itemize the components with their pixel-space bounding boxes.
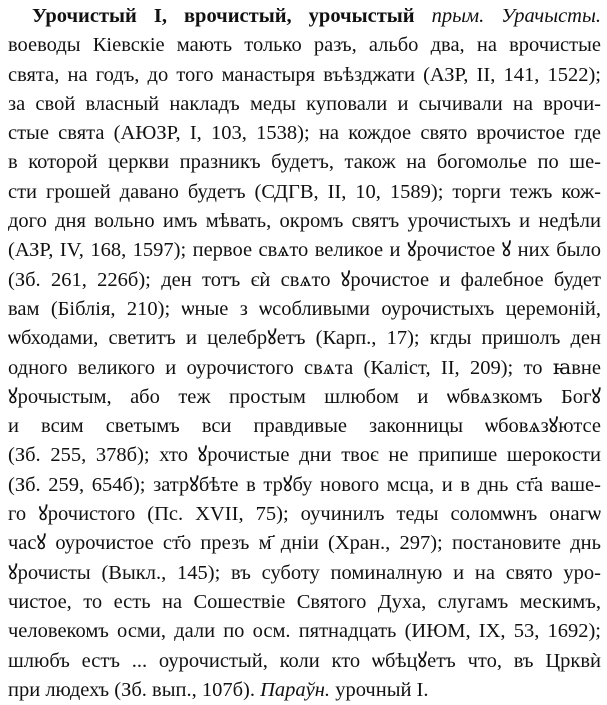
citation-line: воеводы Кіевскіе мають только разъ, альбо два, на врочистые — [8, 34, 601, 57]
citation-line: вам (Біблія, 210); ѡные з ѡсобливыми оурочистыхъ церемоній, — [8, 297, 601, 320]
citation-line: человекомъ осми, дали по осм. пятнадцать (ИЮМ, IX, 53, 1692); — [8, 620, 601, 643]
citation-line: шлюбъ естъ ... оурочистый, коли кто ѡбѣцꙋетъ что, въ Црквѝ — [8, 649, 601, 672]
citation-line: ѡбходами, светитъ и целебрꙋетъ (Карп., 17); кгды пришолъ ден — [8, 327, 601, 350]
belarusian-gloss: Урачысты. — [501, 5, 601, 27]
citation-line: (АЗР, IV, 168, 1597); первое свѧто великое и ꙋрочистое ꙋ них было — [8, 239, 601, 262]
citation-line: (Зб. 259, 654б); затрꙋбѣте в трꙋбу нового мсца, и в днь ст҃а ваше- — [8, 473, 601, 496]
citation-line: (Зб. 261, 226б); ден тотъ єѝ свѧто ꙋрочистое и фалебное будет — [8, 268, 601, 291]
citation-line: чистое, то есть на Сошествіе Святого Духа, слугамъ мескимъ, — [8, 590, 601, 613]
cross-reference-label: Параўн. — [260, 678, 331, 701]
citation-line: одного великого и оурочистого свѧта (Каліст, ІІ, 209); то ꙗвне — [8, 356, 601, 379]
citation-line: в которой церкви празникъ будетъ, також на богомолье по ше- — [8, 151, 601, 174]
citation-line: ꙋрочисты (Выкл., 145); въ суботу поминалную и на свято уро- — [8, 561, 601, 584]
final-citation: при людехъ (Зб. вып., 107б). — [8, 678, 255, 701]
citation-line: дого дня вольно имъ мѣвать, окромъ святъ урочистыхъ и недѣли — [8, 210, 601, 233]
citation-line: стые свята (АЮЗР, І, 103, 1538); на кождое свято врочистое где — [8, 122, 601, 145]
citation-line: (Зб. 255, 378б); хто ꙋрочистые дни твоє не припише шерокости — [8, 444, 601, 467]
citation-line: сти грошей давано будетъ (СДГВ, ІІ, 10, 1589); торги тежъ кож- — [8, 180, 601, 203]
citation-line: за свой власный накладъ меды куповали и сычивали на врочи- — [8, 92, 601, 115]
citation-line: и всим светымъ вси правдивые законницы ѡбовѧзꙋютсе — [8, 415, 601, 438]
citation-line: свята, на годъ, до того манастыря въѣзджати (АЗР, ІІ, 141, 1522); — [8, 63, 601, 86]
cross-reference-target: урочный І. — [335, 678, 429, 701]
citation-line: ꙋрочыстым, або теж простым шлюбом и ѡбвѧзкомъ Богꙋ — [8, 385, 601, 408]
grammar-label: прым. — [431, 5, 485, 27]
entry-last-line — [8, 676, 601, 705]
citation-line: го ꙋрочистого (Пс. XVII, 75); оучинилъ теды соломѡнъ онагѡ — [8, 503, 601, 526]
citation-line: часꙋ оурочистое ст҃о презъ м҃ дніи (Хран., 297); постановите днь — [8, 532, 601, 555]
headword: Урочистый І, врочистый, урочыстый — [32, 5, 415, 27]
entry-first-line — [8, 2, 601, 31]
